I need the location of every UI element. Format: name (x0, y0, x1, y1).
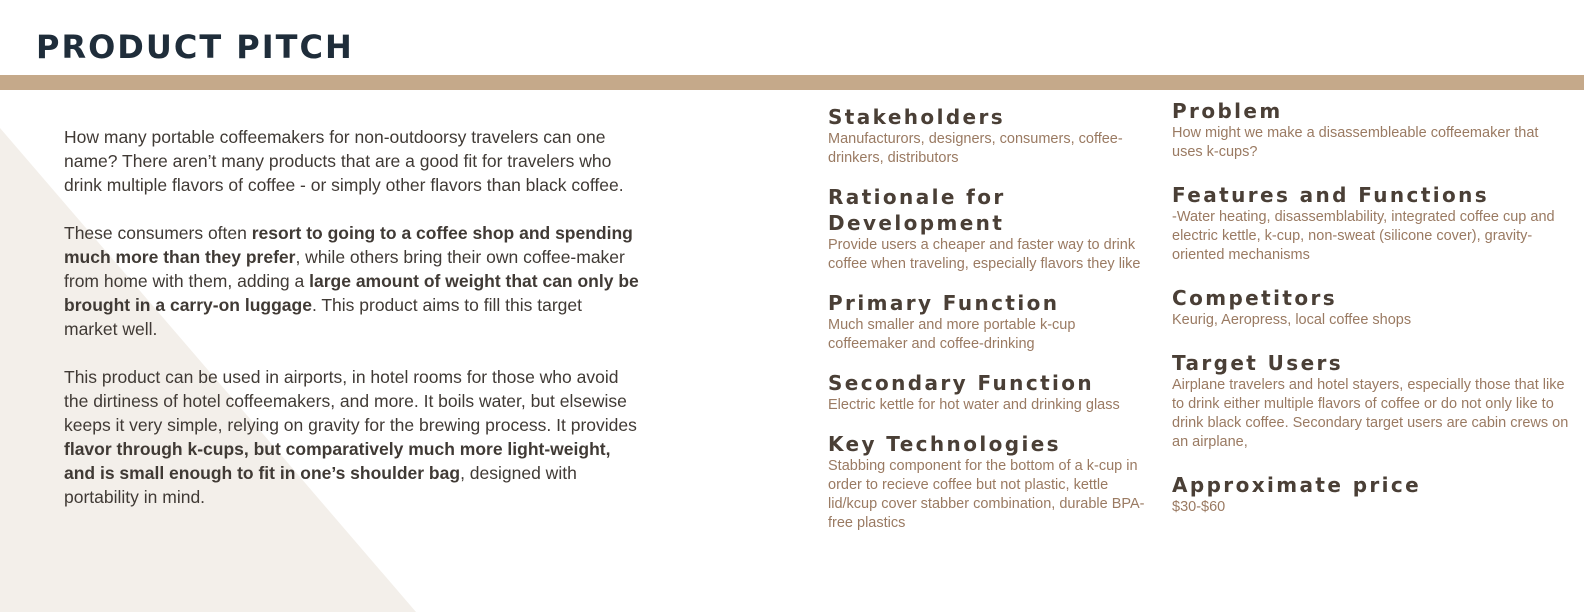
section-text: -Water heating, disassemblability, integrated coffee cup and electric kettle, k-cup, non-sweat (silicone cover), gravity-oriented mechanisms (1172, 209, 1555, 263)
pitch-text-span: These consumers often (64, 223, 252, 243)
section-price (1172, 472, 1572, 517)
section-key-technologies (828, 431, 1158, 533)
header-divider-bar (0, 75, 1584, 90)
pitch-text (64, 125, 639, 533)
section-text: Electric kettle for hot water and drinking glass (828, 397, 1120, 413)
section-text: Keurig, Aeropress, local coffee shops (1172, 312, 1412, 328)
pitch-paragraph-3 (64, 365, 639, 509)
pitch-bold-span: large amount of weight that can only be brought in a carry-on luggage (64, 271, 639, 315)
details-column-middle (828, 104, 1158, 549)
section-text: Stabbing component for the bottom of a k-cup in order to recieve coffee but not plastic, kettle lid/kcup cover stabber combination, durable BPA-free plastics (828, 458, 1145, 531)
section-primary-function (828, 290, 1158, 354)
pitch-text-span: This product can be used in airports, in hotel rooms for those who avoid the dirtiness of hotel coffeemakers, and more. It boils water, but elsewise keeps it very simple, relying on gravity for the brewing process. It provides (64, 367, 637, 435)
pitch-paragraph-1: How many portable coffeemakers for non-outdoorsy travelers can one name? There aren’t many products that are a good fit for travelers who drink multiple flavors of coffee - or simply other flavors than black coffee. (64, 127, 624, 195)
section-competitors (1172, 285, 1572, 330)
section-text: Manufacturors, designers, consumers, coffee-drinkers, distributors (828, 131, 1123, 166)
pitch-text-span: , designed with portability in mind. (64, 463, 577, 507)
pitch-bold-span: resort to going to a coffee shop and spending much more than they prefer (64, 223, 633, 267)
section-text: Airplane travelers and hotel stayers, especially those that like to drink either multiple flavors of coffee or do not only like to drink black coffee. Secondary target users are cabin crews on an airplane, (1172, 377, 1569, 450)
section-heading: Features and Functions (1172, 183, 1490, 207)
section-text: Much smaller and more portable k-cup coffeemaker and coffee-drinking (828, 317, 1076, 352)
pitch-bold-span: flavor through k-cups, but comparatively much more light-weight, and is small enough to fit in one’s shoulder bag (64, 439, 611, 483)
section-heading: Target Users (1172, 351, 1344, 375)
section-text: How might we make a disassembleable coffeemaker that uses k-cups? (1172, 125, 1539, 160)
section-heading: Approximate price (1172, 473, 1422, 497)
details-column-right (1172, 98, 1572, 537)
section-target-users (1172, 350, 1572, 452)
pitch-paragraph-2 (64, 221, 639, 341)
section-heading: Problem (1172, 99, 1283, 123)
pitch-text-span: , while others bring their own coffee-maker from home with them, adding a (64, 247, 625, 291)
section-text: $30-$60 (1172, 499, 1226, 515)
section-rationale (828, 184, 1158, 274)
section-heading: Rationale for Development (828, 185, 1006, 235)
section-heading: Key Technologies (828, 432, 1061, 456)
section-heading: Competitors (1172, 286, 1338, 310)
section-features (1172, 182, 1572, 265)
section-heading: Primary Function (828, 291, 1060, 315)
pitch-text-span: . This product aims to fill this target market well. (64, 295, 582, 339)
page-title: PRODUCT PITCH (36, 28, 354, 66)
section-problem (1172, 98, 1572, 162)
section-heading: Stakeholders (828, 105, 1006, 129)
section-stakeholders (828, 104, 1158, 168)
section-heading: Secondary Function (828, 371, 1095, 395)
section-text: Provide users a cheaper and faster way to drink coffee when traveling, especially flavors they like (828, 237, 1141, 272)
section-secondary-function (828, 370, 1158, 415)
